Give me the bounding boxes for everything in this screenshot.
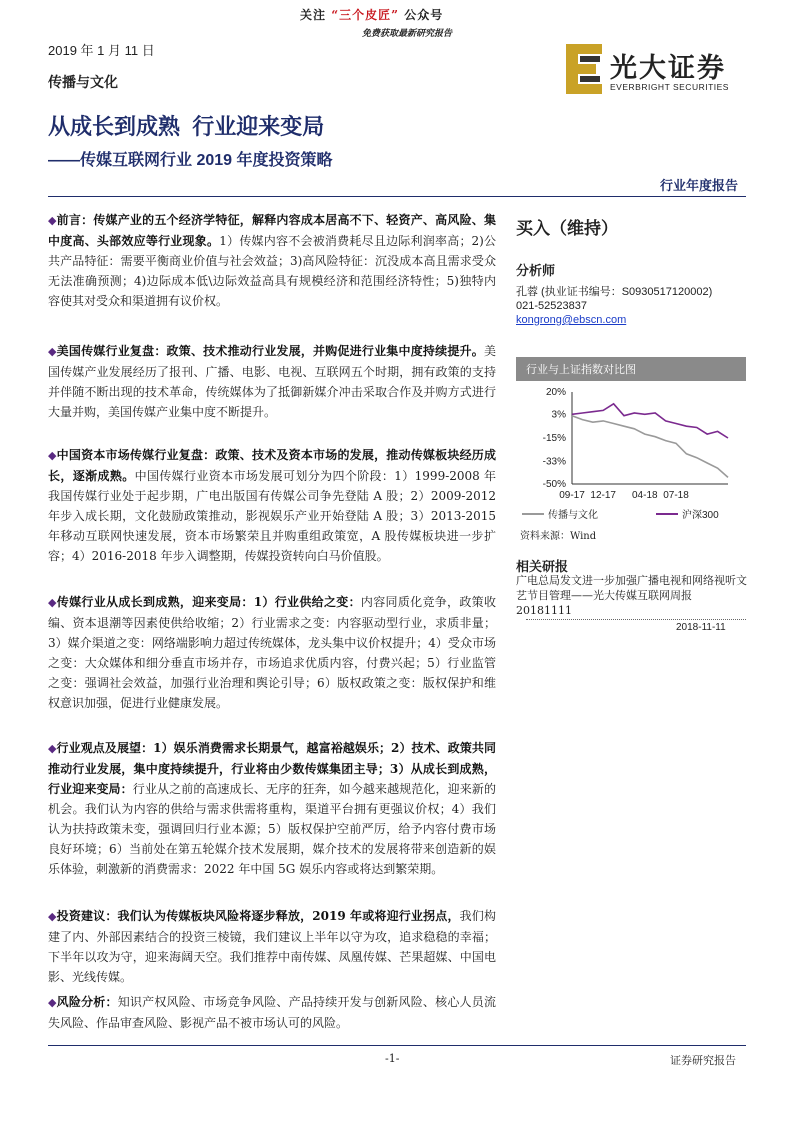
x-tick-label: 12-17 <box>590 490 616 501</box>
logo-mark-icon <box>566 44 602 94</box>
page-number: -1- <box>385 1052 400 1065</box>
paragraph-industry-change <box>48 592 496 713</box>
paragraph-body: 1）传媒内容不会被消费耗尽且边际利润率高；2)公共产品特征：需要平衡商业价值与社会效益；3)高风险特征：沉没成本高且需求受众无法准确预测；4)边际成本低\边际效益高具有规模经济和范围经济特性；5)独特内容使其对受众和渠道拥有议价权。 <box>48 234 496 308</box>
chart-source: 资料来源：Wind <box>520 531 597 542</box>
logo-cn: 光大证券 <box>610 53 726 84</box>
bullet-diamond-icon: ◆ <box>48 910 57 923</box>
footer-divider <box>48 1045 746 1046</box>
series-line-2 <box>572 404 728 438</box>
paragraph-body: 知识产权风险、市场竞争风险、产品持续开发与创新风险、核心人员流失风险、作品审查风险、影视产品不被市场认可的风险。 <box>48 995 496 1030</box>
bullet-diamond-icon: ◆ <box>48 742 57 755</box>
promo-prefix: 关注 <box>300 8 327 22</box>
y-tick-label: 20% <box>545 387 566 398</box>
x-tick-label: 04-18 <box>632 490 658 501</box>
paragraph-china-review <box>48 445 496 566</box>
related-report-link[interactable]: 广电总局发文进一步加强广播电视和网络视听文艺节目管理——光大传媒互联网周报 20181111 <box>516 574 747 617</box>
paragraph-body: 中国传媒行业资本市场发展可划分为四个阶段：1）1999-2008 年我国传媒行业处于起步期，广电出版国有传媒公司争先登陆 A 股；2）2009-2012 年步入成长期，文化鼓励政策推动，影视娱乐产业开始登陆 A 股；3）2013-2015 年移动互联网快速发展，资本市场繁荣且并购重组政策宽，A 股传媒板块进一步扩容；4）2016-2018 年步入调整期，传媒投资转向白马价值股。 <box>48 469 496 563</box>
analyst-phone: 021-52523837 <box>516 300 587 312</box>
paragraph-lead: 投资建议：我们认为传媒板块风险将逐步释放，2019 年或将迎行业拐点， <box>56 909 460 923</box>
bullet-diamond-icon: ◆ <box>48 345 57 358</box>
paragraph-intro <box>48 210 496 311</box>
analyst-name: 孔蓉 (执业证书编号：S0930517120002) <box>516 286 713 298</box>
report-title: 从成长到成熟 行业迎来变局 <box>48 114 325 139</box>
promo-suffix: 公众号 <box>404 8 444 22</box>
bullet-diamond-icon: ◆ <box>48 214 57 227</box>
paragraph-us-review <box>48 341 496 422</box>
paragraph-lead: 美国传媒行业复盘：政策、技术推动行业发展，并购促进行业集中度持续提升。 <box>56 344 484 358</box>
paragraph-investment <box>48 906 496 987</box>
sector-label: 传播与文化 <box>48 74 118 90</box>
rating: 买入（维持） <box>516 219 618 238</box>
legend-label: 沪深300 <box>682 510 719 521</box>
related-divider <box>526 619 746 620</box>
analyst-heading: 分析师 <box>516 263 556 278</box>
y-tick-label: -15% <box>542 433 566 444</box>
paragraph-body: 我们构建了内、外部因素结合的投资三棱镜，我们建议上半年以守为攻，追求稳稳的幸福；下半年以攻为守，迎来海阔天空。我们推荐中南传媒、凤凰传媒、芒果超媒、中国电影、光线传媒。 <box>48 909 496 984</box>
paragraph-body: 美国传媒产业发展经历了报刊、广播、电影、电视、互联网五个时期，拥有政策的支持并伴随不断出现的技术革命，传统媒体为了抵御新媒介冲击采取合作及并购方式进行大量并购，美国传媒产业集中度不断提升。 <box>48 344 496 419</box>
x-tick-label: 09-17 <box>559 490 585 501</box>
y-tick-label: -50% <box>542 479 566 490</box>
bullet-diamond-icon: ◆ <box>48 449 57 462</box>
y-tick-label: 3% <box>551 409 566 421</box>
promo-banner <box>300 6 443 23</box>
x-tick-label: 07-18 <box>663 490 689 501</box>
paragraph-lead: 前言：传媒产业的五个经济学特征，解释内容成本居高不下、轻资产、高风险、集中度高、头部效应等行业现象。 <box>48 213 496 248</box>
related-date: 2018-11-11 <box>676 622 726 633</box>
bullet-diamond-icon: ◆ <box>48 996 57 1009</box>
bullet-diamond-icon: ◆ <box>48 596 57 609</box>
promo-sub: 免费获取最新研究报告 <box>362 29 453 39</box>
performance-chart <box>516 384 746 524</box>
paragraph-lead: 行业观点及展望：1）娱乐消费需求长期景气，越富裕越娱乐；2）技术、政策共同推动行业发展，集中度持续提升，行业将由少数传媒集团主导；3）从成长到成熟，行业迎来变局： <box>48 741 496 796</box>
report-type: 行业年度报告 <box>660 178 739 193</box>
logo-en: EVERBRIGHT SECURITIES <box>610 82 729 92</box>
report-date: 2019 年 1 月 11 日 <box>48 43 155 58</box>
series-line-1 <box>572 416 728 478</box>
title-divider <box>48 196 746 197</box>
legend-label: 传播与文化 <box>548 510 598 521</box>
chart-panel-header <box>516 357 746 381</box>
paragraph-lead: 中国资本市场传媒行业复盘：政策、技术及资本市场的发展，推动传媒板块经历成长，逐渐成熟。 <box>48 448 496 483</box>
paragraph-lead: 风险分析： <box>56 995 118 1009</box>
paragraph-body: 行业从之前的高速成长、无序的狂奔，如今越来越规范化，迎来新的机会。我们认为内容的供给与需求供需将重构，渠道平台拥有更强议价权；4）我们认为扶持政策未变，强调回归行业本源；5）版权保护空前严厉，给予内容付费市场良好环境；6）当前处在第五轮媒介技术发展期，媒介技术的发展将带来创造新的娱乐体验，刺激新的消费需求：2022 年中国 5G 娱乐内容或将达到繁荣期。 <box>48 782 496 876</box>
analyst-email-link[interactable]: kongrong@ebscn.com <box>516 314 627 326</box>
promo-highlight: “三个皮匠” <box>331 8 400 22</box>
footer-label: 证券研究报告 <box>670 1054 736 1067</box>
chart-panel-title: 行业与上证指数对比图 <box>526 363 636 376</box>
related-heading: 相关研报 <box>516 559 569 574</box>
company-logo <box>566 44 746 100</box>
paragraph-outlook <box>48 738 496 879</box>
paragraph-lead: 传媒行业从成长到成熟，迎来变局：1）行业供给之变： <box>56 595 361 609</box>
paragraph-risk <box>48 992 496 1033</box>
report-subtitle: ——传媒互联网行业 2019 年度投资策略 <box>48 152 333 169</box>
paragraph-body: 内容同质化竞争，政策收编、资本退潮等因素使供给收缩；2）行业需求之变：内容驱动型行业，求质非量；3）媒介渠道之变：网络端影响力超过传统媒体，龙头集中议价权提升；4）受众市场之变：大众媒体和细分垂直市场并存，市场追求优质内容，付费兴起；5）行业监管之变：强调社会效益，加强行业治理和舆论引导；6）版权政策之变：版权保护和维权意识加强，促进行业健康发展。 <box>48 595 496 710</box>
y-tick-label: -33% <box>542 456 566 468</box>
